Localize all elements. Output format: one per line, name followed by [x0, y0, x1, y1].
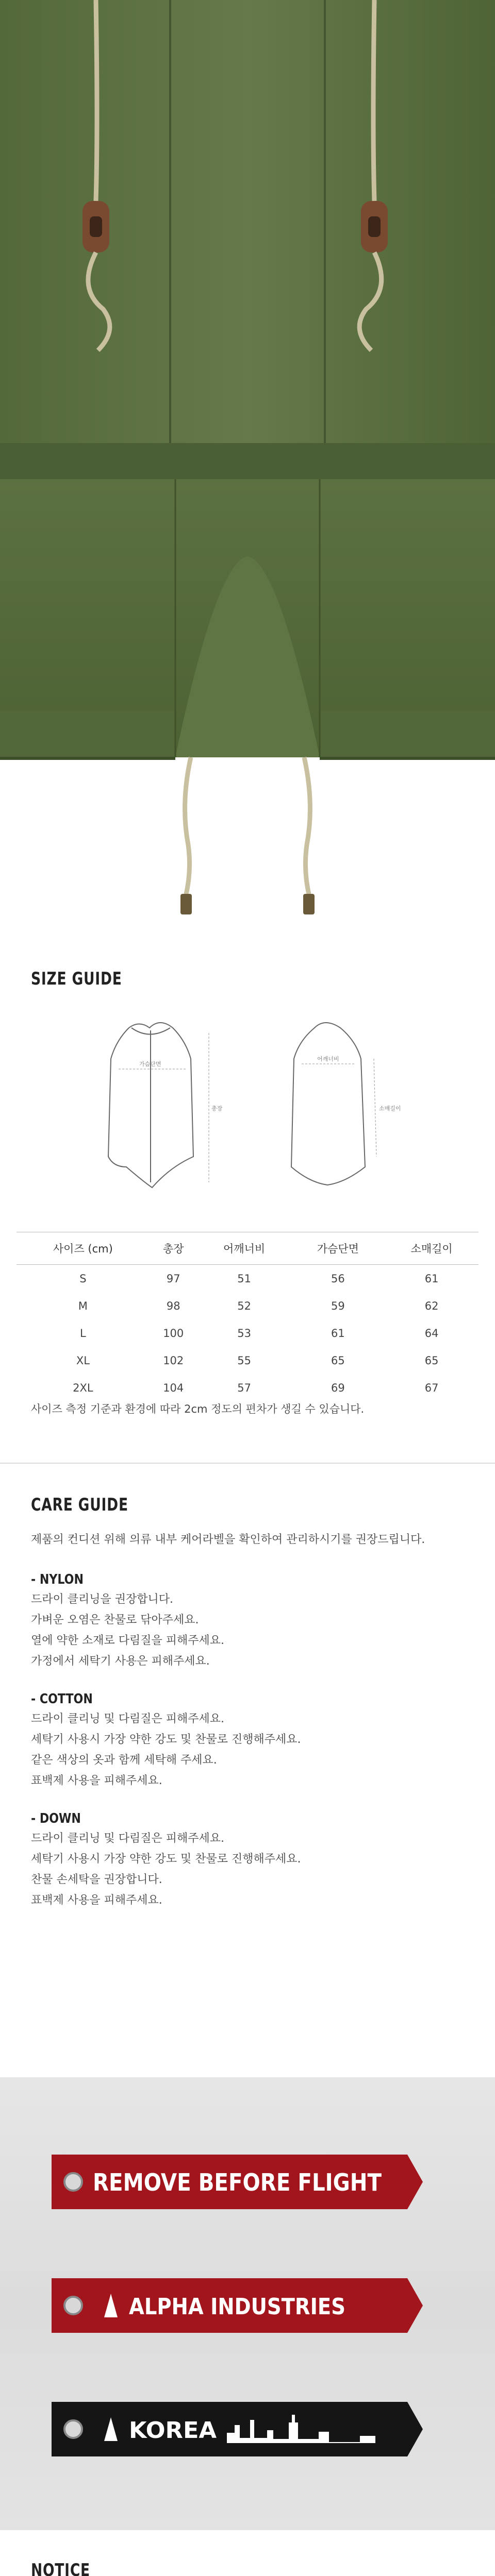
care-heading: - DOWN: [31, 1811, 81, 1826]
size-cell: M: [78, 1299, 88, 1312]
diagram-shoulder-label: 어깨너비: [317, 1056, 339, 1062]
care-heading: - COTTON: [31, 1691, 93, 1707]
header-size: 사이즈 (cm): [16, 1232, 150, 1265]
size-cell: 59: [331, 1299, 345, 1312]
size-cell: 56: [331, 1272, 345, 1285]
size-row: [16, 1319, 478, 1347]
care-intro: 제품의 컨디션 위해 의류 내부 케어라벨을 확인하여 관리하시기를 권장드립니다.: [31, 1533, 425, 1546]
size-row: [16, 1265, 478, 1293]
care-sections: [31, 1572, 474, 1911]
care-guide-section: [0, 1463, 495, 2077]
size-cell: 97: [166, 1272, 180, 1285]
size-cell: 67: [424, 1381, 439, 1394]
notice-section: [0, 2530, 495, 2576]
size-cell: 104: [163, 1381, 184, 1394]
size-cell: 62: [424, 1299, 439, 1312]
care-line: 세탁기 사용시 가장 약한 강도 및 찬물로 진행해주세요.: [31, 1853, 301, 1866]
header-length: 총장: [150, 1232, 197, 1265]
size-guide-section: [0, 945, 495, 1463]
size-cell: 55: [237, 1354, 251, 1367]
patches-image: [0, 2077, 495, 2530]
size-cell: L: [80, 1327, 86, 1340]
parka-detail-image: [0, 0, 495, 945]
patch-2-text: ALPHA INDUSTRIES: [129, 2294, 345, 2320]
care-line: 드라이 클리닝 및 다림질은 피해주세요.: [31, 1832, 224, 1845]
patch-3-text: KOREA: [129, 2417, 217, 2444]
care-line: 드라이 클리닝을 권장합니다.: [31, 1593, 174, 1606]
size-cell: 61: [331, 1327, 345, 1340]
size-cell: 69: [331, 1381, 345, 1394]
patch-1-text: REMOVE BEFORE FLIGHT: [93, 2168, 382, 2196]
size-table-header: [16, 1232, 478, 1265]
size-cell: S: [79, 1272, 87, 1285]
size-row: [16, 1374, 478, 1401]
size-cell: 52: [237, 1299, 251, 1312]
diagram-sleeve-label: 소매길이: [379, 1105, 401, 1112]
size-cell: 64: [424, 1327, 439, 1340]
care-line: 세탁기 사용시 가장 약한 강도 및 찬물로 진행해주세요.: [31, 1733, 301, 1746]
size-guide-title: SIZE GUIDE: [31, 969, 122, 989]
size-cell: XL: [76, 1354, 90, 1367]
patch-korea: [52, 2402, 423, 2456]
size-cell: 61: [424, 1272, 439, 1285]
size-note: 사이즈 측정 기준과 환경에 따라 2cm 정도의 편차가 생길 수 있습니다.: [31, 1403, 365, 1415]
product-photo: [0, 0, 495, 945]
care-line: 가벼운 오염은 찬물로 닦아주세요.: [31, 1614, 199, 1626]
size-table: [16, 1232, 478, 1401]
care-line: 표백제 사용을 피해주세요.: [31, 1894, 162, 1907]
care-line: 표백제 사용을 피해주세요.: [31, 1774, 162, 1787]
size-cell: 65: [331, 1354, 345, 1367]
size-cell: 57: [237, 1381, 251, 1394]
header-sleeve: 소매길이: [385, 1232, 478, 1265]
size-row: [16, 1347, 478, 1374]
care-heading: - NYLON: [31, 1572, 84, 1587]
patch-alpha-industries: [52, 2278, 423, 2333]
size-cell: 102: [163, 1354, 184, 1367]
patch-remove-before-flight: [52, 2155, 423, 2209]
care-line: 찬물 손세탁을 권장합니다.: [31, 1873, 162, 1886]
size-diagram: [88, 1012, 418, 1193]
diagram-length-label: 총장: [211, 1105, 223, 1112]
size-cell: 65: [424, 1354, 439, 1367]
care-line: 드라이 클리닝 및 다림질은 피해주세요.: [31, 1713, 224, 1725]
care-line: 열에 약한 소재로 다림질을 피해주세요.: [31, 1634, 224, 1647]
care-line: 가정에서 세탁기 사용은 피해주세요.: [31, 1655, 210, 1668]
size-cell: 2XL: [73, 1381, 93, 1394]
header-shoulder: 어깨너비: [197, 1232, 291, 1265]
size-cell: 53: [237, 1327, 251, 1340]
care-line: 같은 색상의 옷과 함께 세탁해 주세요.: [31, 1754, 217, 1767]
size-row: [16, 1292, 478, 1319]
care-guide-title: CARE GUIDE: [31, 1495, 128, 1515]
size-cell: 98: [166, 1299, 180, 1312]
size-cell: 51: [237, 1272, 251, 1285]
notice-title: NOTICE: [31, 2560, 90, 2576]
size-cell: 100: [163, 1327, 184, 1340]
header-chest: 가슴단면: [291, 1232, 385, 1265]
diagram-chest-label: 가슴단면: [139, 1061, 161, 1067]
